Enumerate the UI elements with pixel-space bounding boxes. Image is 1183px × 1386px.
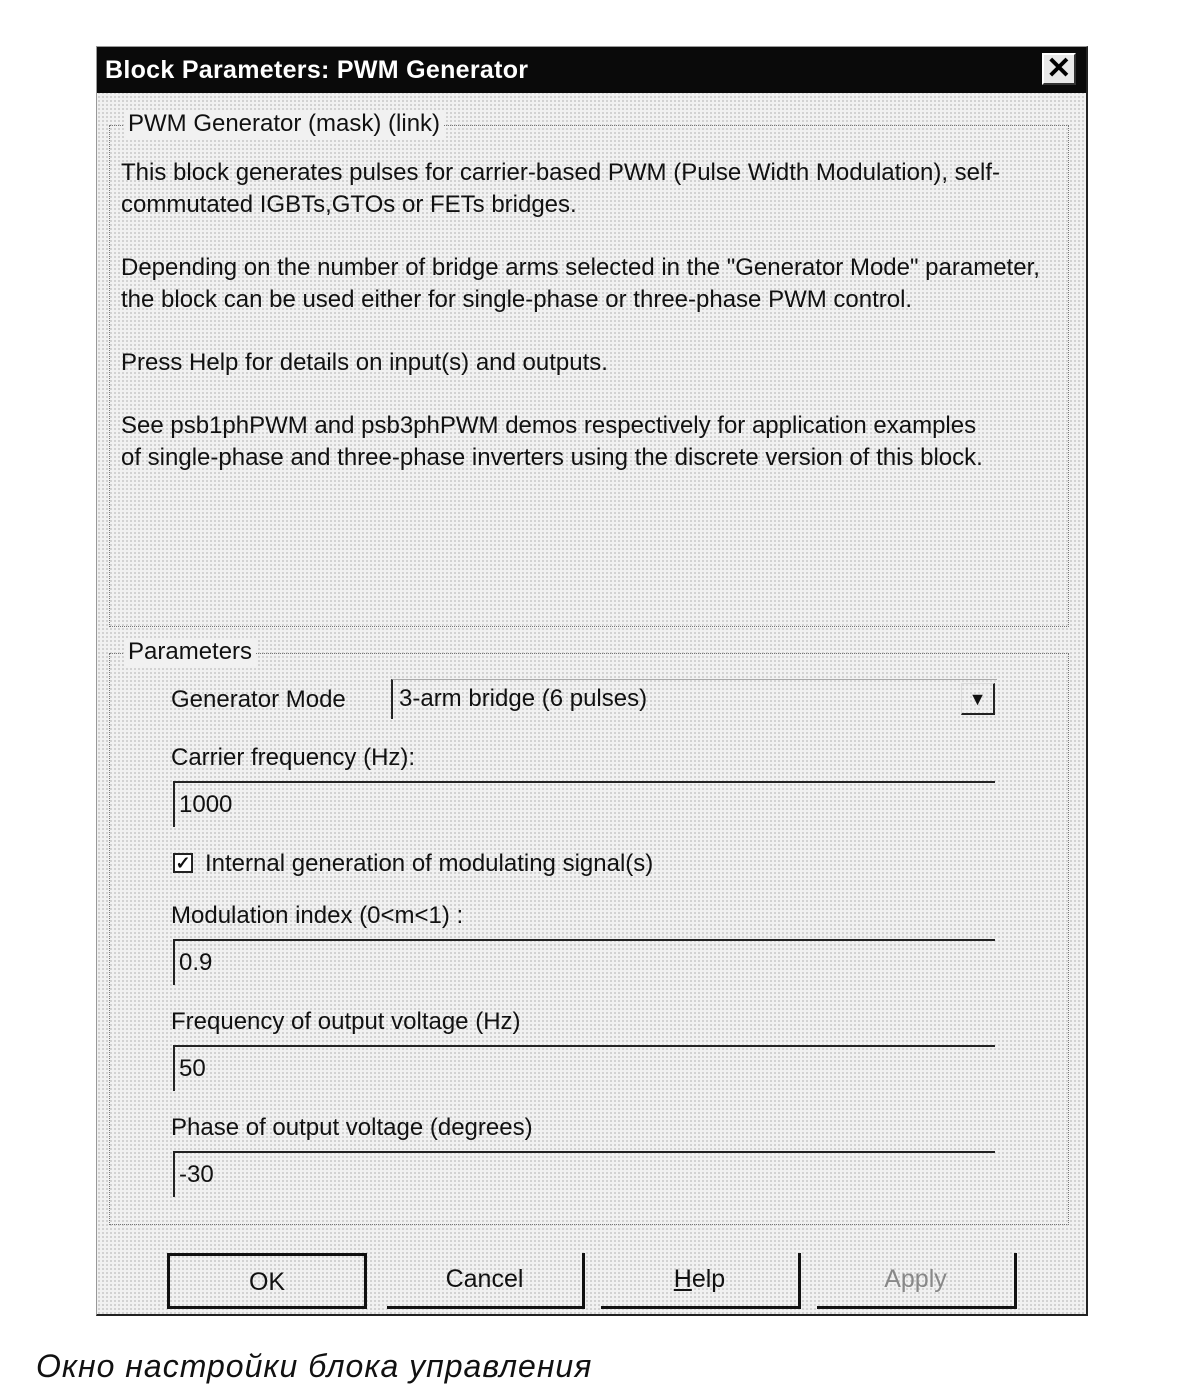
internal-generation-checkbox[interactable]: ✓ [173, 853, 193, 873]
description-legend: PWM Generator (mask) (link) [124, 110, 444, 138]
chevron-down-icon[interactable]: ▼ [961, 683, 995, 715]
apply-button[interactable] [817, 1253, 1017, 1309]
help-mnemonic: H [673, 1265, 692, 1293]
generator-mode-label: Generator Mode [171, 686, 346, 713]
ok-button[interactable]: OK [167, 1253, 367, 1309]
modulation-index-input[interactable]: 0.9 [173, 939, 995, 985]
output-phase-input[interactable]: -30 [173, 1151, 995, 1197]
description-paragraph: Press Help for details on input(s) and outputs. [121, 349, 608, 376]
apply-label: Apply [884, 1265, 947, 1293]
internal-generation-label: Internal generation of modulating signal(s) [205, 850, 654, 877]
output-frequency-input[interactable]: 50 [173, 1045, 995, 1091]
modulation-index-label: Modulation index (0<m<1) : [171, 902, 464, 929]
window-title: Block Parameters: PWM Generator [105, 56, 529, 84]
help-label: elp [691, 1265, 726, 1293]
figure-caption: Окно настройки блока управления [36, 1348, 593, 1384]
description-paragraph: Depending on the number of bridge arms selected in the "Generator Mode" parameter, the block can be used either for single-phase or three-phase PWM control. [121, 254, 1040, 313]
help-button[interactable] [601, 1253, 801, 1309]
output-phase-label: Phase of output voltage (degrees) [171, 1114, 533, 1141]
description-paragraph: This block generates pulses for carrier-based PWM (Pulse Width Modulation), self-commutated IGBTs,GTOs or FETs bridges. [121, 159, 1000, 218]
parameters-legend: Parameters [124, 638, 256, 666]
generator-mode-select[interactable] [391, 679, 997, 719]
close-icon[interactable]: ✕ [1042, 53, 1076, 85]
description-paragraph: See psb1phPWM and psb3phPWM demos respectively for application examples of single-phase and three-phase inverters using the discrete version of this block. [121, 412, 983, 471]
cancel-button[interactable]: Cancel [387, 1253, 585, 1309]
title-bar[interactable] [97, 47, 1086, 93]
output-frequency-label: Frequency of output voltage (Hz) [171, 1008, 521, 1035]
carrier-frequency-label: Carrier frequency (Hz): [171, 744, 416, 771]
block-parameters-dialog [96, 46, 1088, 1316]
generator-mode-value: 3-arm bridge (6 pulses) [399, 685, 648, 712]
carrier-frequency-input[interactable]: 1000 [173, 781, 995, 827]
description-text [121, 157, 1061, 505]
